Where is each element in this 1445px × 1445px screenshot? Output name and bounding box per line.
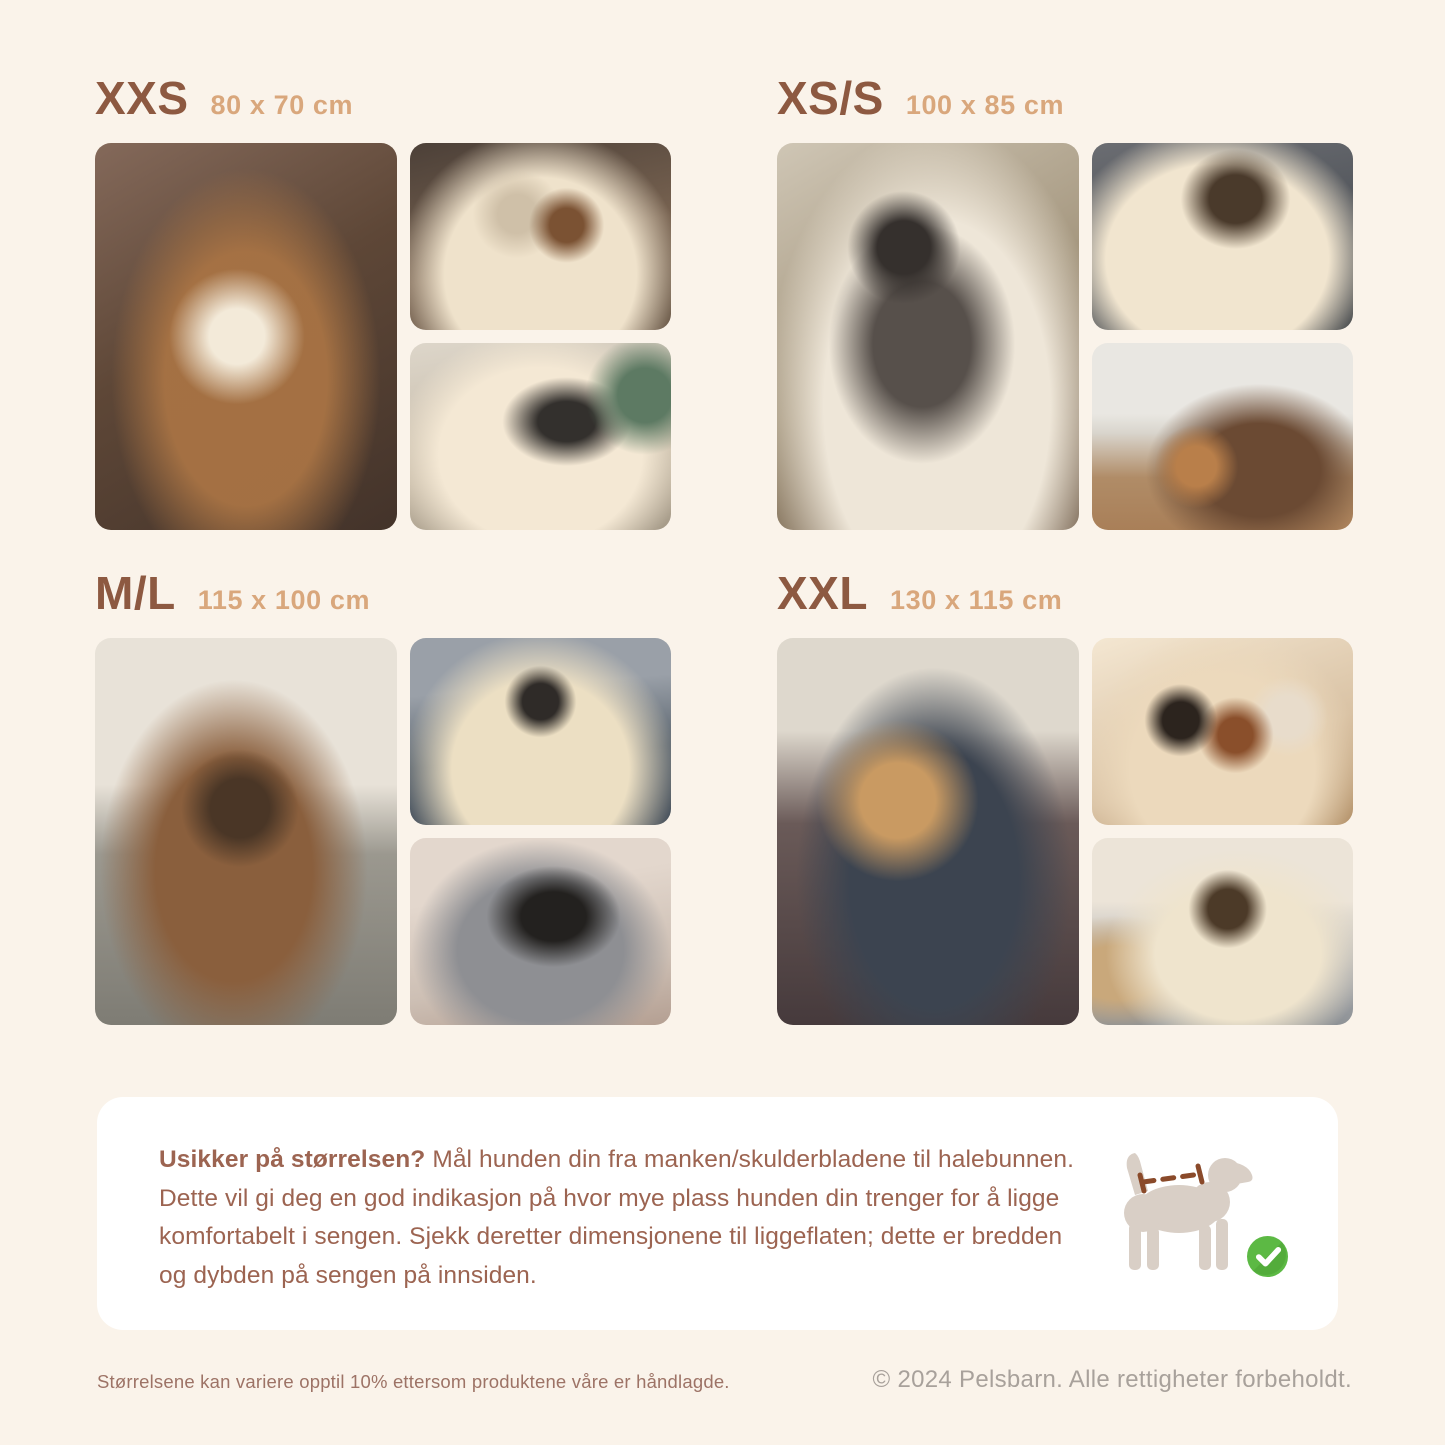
size-label-ml: M/L (95, 567, 176, 619)
photo-ml-main (95, 638, 397, 1025)
dog-measure-icon (1113, 1145, 1263, 1280)
check-circle-icon (1247, 1236, 1288, 1277)
size-help-body: Mål hunden din fra manken/skulderbladene til halebunnen. Dette vil gi deg en god indikasjon på hvor mye plass hunden din trenger for å ligge komfortabelt i sengen. Sjekk deretter dimensjonene til liggeflaten; dette er bredden og dybden på sengen på innsiden. (159, 1146, 1074, 1289)
photo-xss-bottom (1092, 343, 1353, 530)
size-header-xxl (777, 569, 1353, 618)
size-label-xxs: XXS (95, 72, 189, 124)
size-help-card (97, 1097, 1338, 1330)
size-variation-disclaimer: Størrelsene kan variere opptil 10% ettersom produktene våre er håndlagde. (97, 1371, 730, 1392)
size-header-ml (95, 569, 671, 618)
size-help-lead: Usikker på størrelsen? (159, 1146, 426, 1173)
photo-ml-bottom (410, 838, 671, 1025)
photo-xxl-top (1092, 638, 1353, 825)
size-dimensions-xxs: 80 x 70 cm (210, 90, 354, 120)
photo-column-xss (1092, 143, 1353, 530)
size-dimensions-xss: 100 x 85 cm (905, 90, 1065, 120)
copyright-text: © 2024 Pelsbarn. Alle rettigheter forbeholdt. (872, 1366, 1352, 1393)
photo-collage-xxl (777, 638, 1353, 1025)
size-section-xxl (777, 569, 1353, 1025)
size-header-xss (777, 74, 1353, 123)
photo-xxs-bottom (410, 343, 671, 530)
photo-xxs-main (95, 143, 397, 530)
size-help-text (159, 1141, 1091, 1295)
photo-column-xxs (410, 143, 671, 530)
photo-ml-top (410, 638, 671, 825)
photo-column-xxl (1092, 638, 1353, 1025)
size-label-xss: XS/S (777, 72, 884, 124)
size-header-xxs (95, 74, 671, 123)
photo-collage-xxs (95, 143, 671, 530)
photo-xxl-main (777, 638, 1079, 1025)
photo-collage-ml (95, 638, 671, 1025)
photo-xss-main (777, 143, 1079, 530)
photo-column-ml (410, 638, 671, 1025)
photo-collage-xss (777, 143, 1353, 530)
size-dimensions-xxl: 130 x 115 cm (889, 585, 1063, 615)
size-dimensions-ml: 115 x 100 cm (197, 585, 371, 615)
photo-xxs-top (410, 143, 671, 330)
size-label-xxl: XXL (777, 567, 868, 619)
size-section-ml (95, 569, 671, 1025)
photo-xxl-bottom (1092, 838, 1353, 1025)
size-section-xss (777, 74, 1353, 530)
photo-xss-top (1092, 143, 1353, 330)
size-section-xxs (95, 74, 671, 530)
